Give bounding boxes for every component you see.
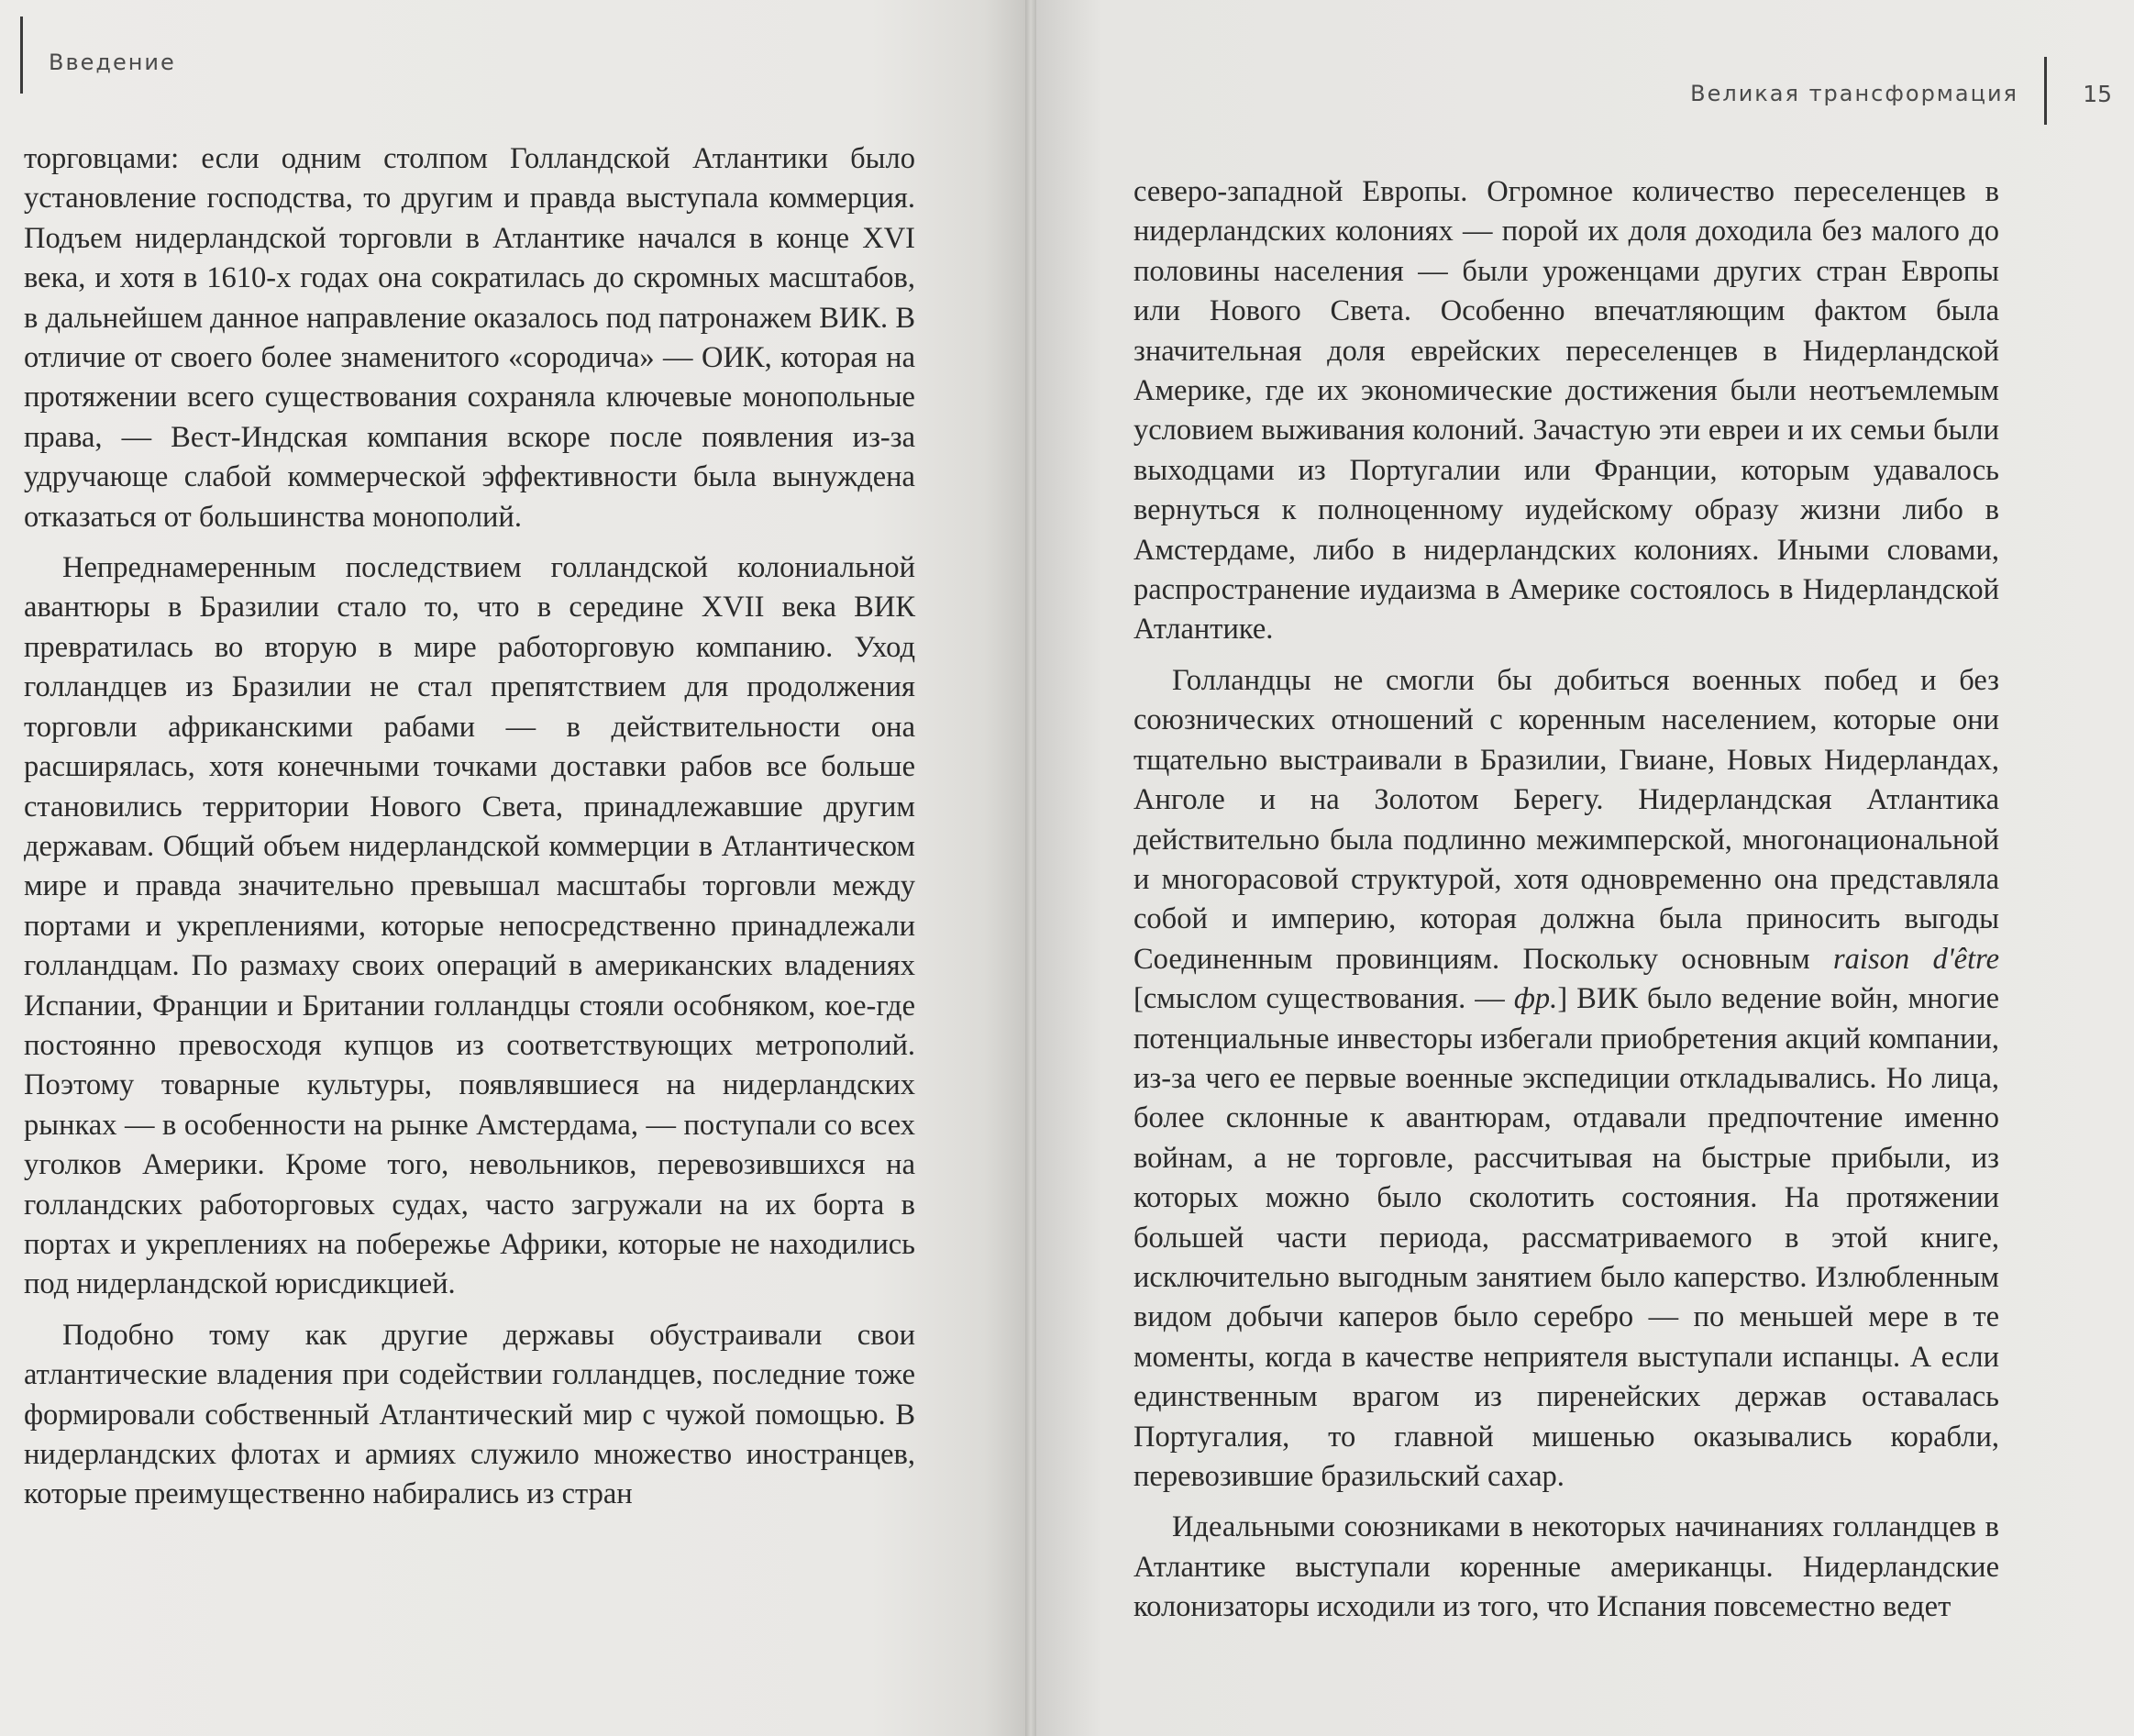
right-paragraph-3: Идеальными союзниками в некоторых начинаниях голландцев в Атлантике выступали коренные американцы. Нидерландские колонизаторы исходили из того, что Испания повсеместно ведет	[1133, 1510, 1999, 1624]
left-paragraph-3: Подобно тому как другие державы обустраивали свои атлантические владения при содействии голландцев, последние тоже формировали собственный Атлантический мир с чужой помощью. В нидерландских флотах и армиях служило множество иностранцев, которые преимущественно набирались из стран	[24, 1318, 915, 1511]
left-body-text	[24, 139, 915, 1515]
right-page	[1036, 0, 2134, 1736]
translator-mark: фр.	[1513, 982, 1558, 1016]
running-head-left: Введение	[49, 50, 176, 75]
paragraph-2-gloss-open: [смыслом существования. —	[1133, 982, 1514, 1016]
book-gutter	[1025, 0, 1036, 1736]
left-page	[0, 0, 1025, 1736]
right-paragraph-1: северо-западной Европы. Огромное количество переселенцев в нидерландских колониях — порой их доля доходила без малого до половины населения — были уроженцами других стран Европы или Нового Света. Особенно впечатляющим фактом была значительная доля еврейских переселенцев в Нидерландской Америке, где их экономические достижения были неотъемлемым условием выживания колоний. Зачастую эти евреи и их семьи были выходцами из Португалии или Франции, которым удавалось вернуться к полноценному иудейскому образу жизни либо в Амстердаме, либо в нидерландских колониях. Иными словами, распространение иудаизма в Америке состоялось в Нидерландской Атлантике.	[1133, 175, 1999, 647]
paragraph-2-text-b: ] ВИК было ведение войн, многие потенциальные инвесторы избегали приобретения акций компании, из-за чего ее первые военные экспедиции откладывались. Но лица, более склонные к авантюрам, отдавали предпочтение именно войнам, а не торговле, рассчитывая на быстрые прибыли, из которых можно было сколотить состояния. На протяжении большей части периода, рассматриваемого в этой книге, исключительно выгодным занятием было каперство. Излюбленным видом добычи каперов было серебро — по меньшей мере в те моменты, когда в качестве неприятеля выступали испанцы. А если единственным врагом из пиренейских держав оставалась Португалия, то главной мишенью оказывались корабли, перевозившие бразильский сахар.	[1133, 982, 2000, 1493]
left-paragraph-2: Непреднамеренным последствием голландской колониальной авантюры в Бразилии стало то, что в середине XVII века ВИК превратилась во вторую в мире работорговую компанию. Уход голландцев из Бразилии не стал препятствием для продолжения торговли африканскими рабами — в действительности она расширялась, хотя конечными точками доставки рабов все больше становились территории Нового Света, принадлежавшие другим державам. Общий объем нидерландской коммерции в Атлантическом мире и правда значительно превышал масштабы торговли между портами и укреплениями, которые непосредственно принадлежали голландцам. По размаху своих операций в американских владениях Испании, Франции и Британии голландцы стояли особняком, кое-где постоянно превосходя купцов из соответствующих метрополий. Поэтому товарные культуры, появлявшиеся на нидерландских рынках — в особенности на рынке Амстердама, — поступали со всех уголков Америки. Кроме того, невольников, перевозившихся на голландских работорговых судах, часто загружали на их борта в портах и укреплениях на побережье Африки, которые не находились под нидерландской юрисдикцией.	[24, 551, 915, 1301]
header-divider	[2044, 57, 2047, 125]
running-head-right: Великая трансформация	[1690, 81, 2018, 106]
right-body-text	[1133, 172, 1999, 1628]
right-running-header	[1690, 57, 2134, 125]
paragraph-2-text-a: Голландцы не смогли бы добиться военных побед и без союзнических отношений с коренным населением, которые они тщательно выстраивали в Бразилии, Гвиане, Новых Нидерландах, Анголе и на Золотом Берегу. Нидерландская Атлантика действительно была подлинно межимперской, многонациональной и многорасовой структурой, хотя одновременно она представляла собой и империю, которая должна была приносить выгоды Соединенным провинциям. Поскольку основным	[1133, 663, 1999, 976]
left-running-header	[20, 17, 176, 94]
right-paragraph-2	[1133, 661, 1999, 1498]
left-paragraph-1: торговцами: если одним столпом Голландской Атлантики было установление господства, то другим и правда выступала коммерция. Подъем нидерландской торговли в Атлантике начался в конце XVI века, и хотя в 1610-х годах она сократилась до скромных масштабов, в дальнейшем данное направление оказалось под патронажем ВИК. В отличие от своего более знаменитого «сородича» — ОИК, которая на протяжении всего существования сохраняла ключевые монопольные права, — Вест-Индская компания вскоре после появления из-за удручающе слабой коммерческой эффективности была вынуждена отказаться от большинства монополий.	[24, 142, 915, 534]
page-number: 15	[2083, 81, 2112, 107]
italic-term: raison d'être	[1833, 942, 1999, 976]
